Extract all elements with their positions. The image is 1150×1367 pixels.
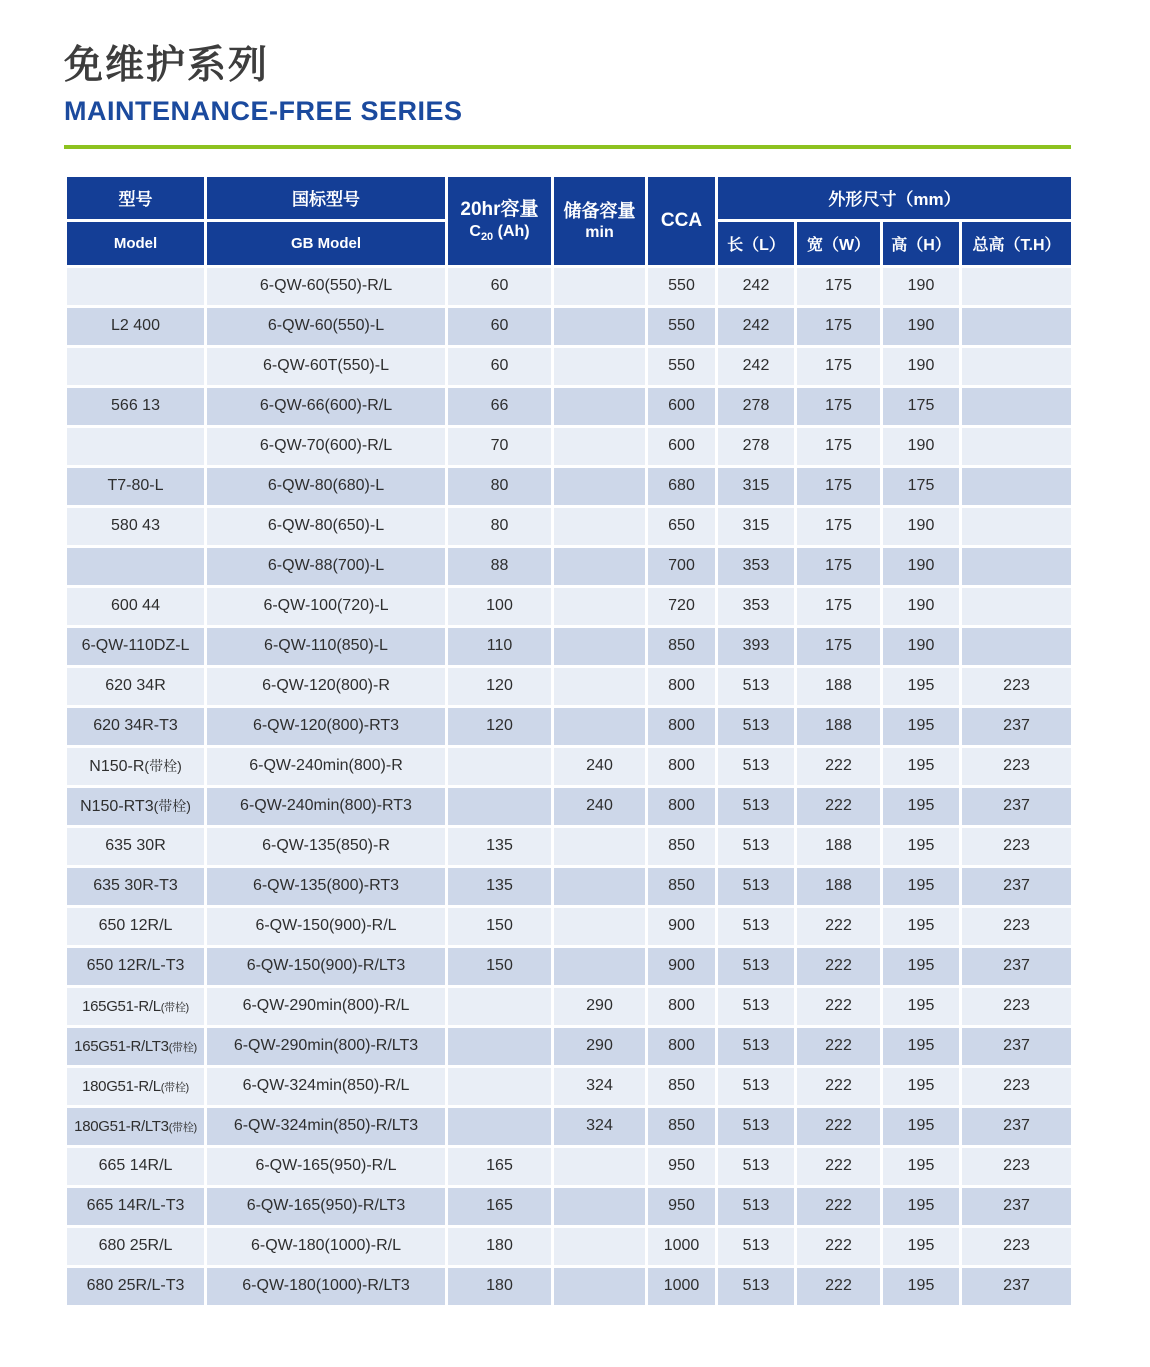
cell-width: 222 <box>796 1106 882 1146</box>
cell-length: 513 <box>717 986 796 1026</box>
header-reserve-capacity <box>553 175 647 266</box>
cell-width: 175 <box>796 506 882 546</box>
cell-reserve-capacity <box>553 826 647 866</box>
table-row <box>66 906 1073 946</box>
cell-gb-model: 6-QW-60T(550)-L <box>206 346 447 386</box>
header-20hr-line2: $C_{20}$ (Ah) <box>469 222 530 243</box>
cell-total-height: 237 <box>961 1186 1073 1226</box>
cell-model: 6-QW-110DZ-L <box>66 626 206 666</box>
model-suffix: (带栓) <box>168 1041 197 1054</box>
cell-model: 165G51-R/LT3(带栓) <box>66 1026 206 1066</box>
cell-reserve-capacity <box>553 426 647 466</box>
cell-model: 180G51-R/LT3(带栓) <box>66 1106 206 1146</box>
cell-20hr-capacity: 60 <box>447 346 553 386</box>
table-row <box>66 1026 1073 1066</box>
cell-total-height: 223 <box>961 1146 1073 1186</box>
cell-model: 620 34R <box>66 666 206 706</box>
cell-width: 222 <box>796 1186 882 1226</box>
cell-length: 393 <box>717 626 796 666</box>
table-row <box>66 1066 1073 1106</box>
cell-width: 222 <box>796 906 882 946</box>
cell-model: 650 12R/L <box>66 906 206 946</box>
cell-total-height <box>961 586 1073 626</box>
cell-cca: 800 <box>647 666 717 706</box>
model-suffix: (带栓) <box>153 798 191 815</box>
cell-reserve-capacity: 290 <box>553 1026 647 1066</box>
cell-reserve-capacity <box>553 506 647 546</box>
cell-reserve-capacity: 290 <box>553 986 647 1026</box>
cell-model <box>66 266 206 306</box>
cell-gb-model: 6-QW-150(900)-R/LT3 <box>206 946 447 986</box>
header-height: 高（H） <box>882 220 961 266</box>
table-row <box>66 946 1073 986</box>
cell-width: 188 <box>796 666 882 706</box>
header-length: 长（L） <box>717 220 796 266</box>
spec-table-body <box>66 266 1073 1306</box>
cell-width: 222 <box>796 1266 882 1306</box>
cell-model: 680 25R/L <box>66 1226 206 1266</box>
cell-height: 195 <box>882 906 961 946</box>
cell-gb-model: 6-QW-135(800)-RT3 <box>206 866 447 906</box>
cell-height: 195 <box>882 666 961 706</box>
cell-20hr-capacity: 120 <box>447 706 553 746</box>
cell-width: 175 <box>796 466 882 506</box>
cell-gb-model: 6-QW-120(800)-R <box>206 666 447 706</box>
cell-gb-model: 6-QW-324min(850)-R/L <box>206 1066 447 1106</box>
cell-reserve-capacity <box>553 346 647 386</box>
cell-length: 513 <box>717 786 796 826</box>
cell-20hr-capacity: 135 <box>447 826 553 866</box>
model-suffix: (带栓) <box>144 758 182 775</box>
cell-total-height: 223 <box>961 666 1073 706</box>
cell-cca: 720 <box>647 586 717 626</box>
cell-20hr-capacity: 120 <box>447 666 553 706</box>
cell-total-height: 237 <box>961 706 1073 746</box>
cell-model: 680 25R/L-T3 <box>66 1266 206 1306</box>
cell-length: 353 <box>717 546 796 586</box>
cell-width: 175 <box>796 626 882 666</box>
cell-cca: 700 <box>647 546 717 586</box>
cell-height: 195 <box>882 826 961 866</box>
cell-cca: 800 <box>647 1026 717 1066</box>
cell-20hr-capacity: 110 <box>447 626 553 666</box>
cell-width: 188 <box>796 866 882 906</box>
cell-model <box>66 346 206 386</box>
cell-reserve-capacity: 324 <box>553 1106 647 1146</box>
cell-reserve-capacity <box>553 666 647 706</box>
cell-gb-model: 6-QW-60(550)-R/L <box>206 266 447 306</box>
cell-reserve-capacity <box>553 266 647 306</box>
table-row <box>66 666 1073 706</box>
cell-reserve-capacity <box>553 866 647 906</box>
cell-model: 600 44 <box>66 586 206 626</box>
spec-table-head <box>66 175 1073 266</box>
cell-cca: 550 <box>647 306 717 346</box>
cell-model: 620 34R-T3 <box>66 706 206 746</box>
cell-model: N150-RT3(带栓) <box>66 786 206 826</box>
table-row <box>66 746 1073 786</box>
cell-model: 635 30R-T3 <box>66 866 206 906</box>
cell-model: 566 13 <box>66 386 206 426</box>
cell-total-height: 237 <box>961 786 1073 826</box>
cell-length: 513 <box>717 1186 796 1226</box>
cell-20hr-capacity <box>447 1106 553 1146</box>
cell-width: 222 <box>796 1026 882 1066</box>
cell-reserve-capacity <box>553 906 647 946</box>
cell-gb-model: 6-QW-180(1000)-R/L <box>206 1226 447 1266</box>
table-row <box>66 1186 1073 1226</box>
cell-total-height: 237 <box>961 1026 1073 1066</box>
cell-20hr-capacity: 165 <box>447 1146 553 1186</box>
cell-reserve-capacity <box>553 626 647 666</box>
cell-gb-model: 6-QW-70(600)-R/L <box>206 426 447 466</box>
cell-length: 513 <box>717 1266 796 1306</box>
cell-model: 665 14R/L-T3 <box>66 1186 206 1226</box>
cell-length: 513 <box>717 1146 796 1186</box>
cell-length: 315 <box>717 466 796 506</box>
cell-height: 175 <box>882 466 961 506</box>
cell-width: 175 <box>796 426 882 466</box>
cell-cca: 900 <box>647 906 717 946</box>
cell-model: N150-R(带栓) <box>66 746 206 786</box>
cell-length: 513 <box>717 1226 796 1266</box>
cell-total-height <box>961 386 1073 426</box>
cell-20hr-capacity: 60 <box>447 306 553 346</box>
cell-reserve-capacity <box>553 1266 647 1306</box>
table-row <box>66 1226 1073 1266</box>
spec-table <box>64 174 1074 1308</box>
cell-length: 513 <box>717 1026 796 1066</box>
header-model-en: Model <box>66 220 206 266</box>
cell-width: 175 <box>796 546 882 586</box>
cell-cca: 650 <box>647 506 717 546</box>
cell-cca: 550 <box>647 346 717 386</box>
cell-20hr-capacity: 180 <box>447 1226 553 1266</box>
cell-length: 242 <box>717 346 796 386</box>
cell-cca: 800 <box>647 786 717 826</box>
cell-reserve-capacity: 324 <box>553 1066 647 1106</box>
header-width: 宽（W） <box>796 220 882 266</box>
cell-width: 222 <box>796 1066 882 1106</box>
cell-gb-model: 6-QW-165(950)-R/L <box>206 1146 447 1186</box>
header-gb-model-en: GB Model <box>206 220 447 266</box>
cell-gb-model: 6-QW-66(600)-R/L <box>206 386 447 426</box>
cell-length: 513 <box>717 666 796 706</box>
model-suffix: (带栓) <box>160 1001 189 1014</box>
cell-length: 315 <box>717 506 796 546</box>
table-row <box>66 866 1073 906</box>
cell-20hr-capacity: 180 <box>447 1266 553 1306</box>
model-suffix: (带栓) <box>168 1121 197 1134</box>
cell-total-height <box>961 466 1073 506</box>
cell-total-height <box>961 626 1073 666</box>
cell-reserve-capacity <box>553 706 647 746</box>
cell-cca: 950 <box>647 1186 717 1226</box>
cell-reserve-capacity <box>553 546 647 586</box>
cell-model: 650 12R/L-T3 <box>66 946 206 986</box>
cell-cca: 900 <box>647 946 717 986</box>
header-gb-model-zh: 国标型号 <box>206 175 447 220</box>
cell-height: 190 <box>882 626 961 666</box>
header-dimensions-group: 外形尺寸（mm） <box>717 175 1073 220</box>
cell-height: 195 <box>882 1026 961 1066</box>
cell-cca: 850 <box>647 826 717 866</box>
cell-length: 513 <box>717 706 796 746</box>
table-row <box>66 426 1073 466</box>
cell-model <box>66 546 206 586</box>
cell-gb-model: 6-QW-80(680)-L <box>206 466 447 506</box>
cell-reserve-capacity: 240 <box>553 786 647 826</box>
cell-length: 242 <box>717 266 796 306</box>
cell-total-height: 237 <box>961 1266 1073 1306</box>
cell-total-height: 223 <box>961 986 1073 1026</box>
cell-height: 195 <box>882 706 961 746</box>
cell-20hr-capacity: 70 <box>447 426 553 466</box>
cell-20hr-capacity: 80 <box>447 466 553 506</box>
cell-20hr-capacity: 88 <box>447 546 553 586</box>
cell-width: 222 <box>796 986 882 1026</box>
cell-length: 242 <box>717 306 796 346</box>
cell-20hr-capacity: 66 <box>447 386 553 426</box>
cell-cca: 850 <box>647 626 717 666</box>
cell-gb-model: 6-QW-88(700)-L <box>206 546 447 586</box>
cell-length: 513 <box>717 1066 796 1106</box>
page-title: 免维护系列 <box>64 44 270 87</box>
cell-height: 175 <box>882 386 961 426</box>
cell-cca: 680 <box>647 466 717 506</box>
cell-width: 175 <box>796 346 882 386</box>
cell-model: 665 14R/L <box>66 1146 206 1186</box>
cell-gb-model: 6-QW-100(720)-L <box>206 586 447 626</box>
cell-20hr-capacity <box>447 786 553 826</box>
cell-cca: 800 <box>647 986 717 1026</box>
cell-reserve-capacity <box>553 306 647 346</box>
header-20hr-capacity <box>447 175 553 266</box>
cell-reserve-capacity <box>553 946 647 986</box>
cell-height: 195 <box>882 1106 961 1146</box>
cell-cca: 550 <box>647 266 717 306</box>
cell-model <box>66 426 206 466</box>
cell-height: 195 <box>882 786 961 826</box>
model-suffix: (带栓) <box>160 1081 189 1094</box>
cell-length: 513 <box>717 946 796 986</box>
table-row <box>66 1106 1073 1146</box>
cell-cca: 800 <box>647 706 717 746</box>
table-row <box>66 346 1073 386</box>
cell-model: T7-80-L <box>66 466 206 506</box>
cell-gb-model: 6-QW-240min(800)-RT3 <box>206 786 447 826</box>
cell-total-height <box>961 506 1073 546</box>
table-row <box>66 1146 1073 1186</box>
header-reserve-line2: min <box>585 223 614 241</box>
cell-length: 513 <box>717 1106 796 1146</box>
cell-20hr-capacity <box>447 746 553 786</box>
cell-total-height <box>961 546 1073 586</box>
cell-reserve-capacity <box>553 386 647 426</box>
cell-length: 513 <box>717 746 796 786</box>
cell-20hr-capacity: 165 <box>447 1186 553 1226</box>
cell-reserve-capacity <box>553 466 647 506</box>
cell-model: L2 400 <box>66 306 206 346</box>
cell-height: 190 <box>882 346 961 386</box>
cell-height: 195 <box>882 946 961 986</box>
cell-height: 195 <box>882 866 961 906</box>
header-model-zh: 型号 <box>66 175 206 220</box>
cell-reserve-capacity: 240 <box>553 746 647 786</box>
cell-model: 580 43 <box>66 506 206 546</box>
cell-model: 635 30R <box>66 826 206 866</box>
cell-height: 190 <box>882 426 961 466</box>
cell-gb-model: 6-QW-290min(800)-R/LT3 <box>206 1026 447 1066</box>
cell-height: 195 <box>882 1146 961 1186</box>
cell-width: 188 <box>796 826 882 866</box>
cell-height: 190 <box>882 306 961 346</box>
cell-gb-model: 6-QW-120(800)-RT3 <box>206 706 447 746</box>
cell-cca: 850 <box>647 1066 717 1106</box>
page-subtitle: MAINTENANCE-FREE SERIES <box>64 95 463 126</box>
cell-cca: 800 <box>647 746 717 786</box>
cell-reserve-capacity <box>553 1146 647 1186</box>
cell-height: 195 <box>882 986 961 1026</box>
cell-cca: 850 <box>647 1106 717 1146</box>
cell-reserve-capacity <box>553 586 647 626</box>
cell-gb-model: 6-QW-165(950)-R/LT3 <box>206 1186 447 1226</box>
cell-gb-model: 6-QW-240min(800)-R <box>206 746 447 786</box>
cell-20hr-capacity: 80 <box>447 506 553 546</box>
cell-gb-model: 6-QW-290min(800)-R/L <box>206 986 447 1026</box>
cell-height: 195 <box>882 1186 961 1226</box>
header-total-height: 总高（T.H） <box>961 220 1073 266</box>
table-row <box>66 626 1073 666</box>
table-row <box>66 586 1073 626</box>
cell-total-height <box>961 426 1073 466</box>
cell-cca: 600 <box>647 386 717 426</box>
table-row <box>66 466 1073 506</box>
cell-height: 190 <box>882 586 961 626</box>
cell-total-height <box>961 266 1073 306</box>
cell-width: 222 <box>796 946 882 986</box>
table-row <box>66 786 1073 826</box>
cell-20hr-capacity <box>447 1066 553 1106</box>
cell-width: 222 <box>796 1226 882 1266</box>
cell-height: 190 <box>882 266 961 306</box>
table-row <box>66 546 1073 586</box>
cell-model: 180G51-R/L(带栓) <box>66 1066 206 1106</box>
cell-gb-model: 6-QW-110(850)-L <box>206 626 447 666</box>
cell-width: 175 <box>796 266 882 306</box>
table-row <box>66 986 1073 1026</box>
cell-reserve-capacity <box>553 1226 647 1266</box>
cell-width: 175 <box>796 586 882 626</box>
cell-20hr-capacity <box>447 986 553 1026</box>
cell-length: 278 <box>717 386 796 426</box>
cell-total-height: 223 <box>961 1066 1073 1106</box>
cell-total-height <box>961 306 1073 346</box>
cell-cca: 1000 <box>647 1266 717 1306</box>
table-row <box>66 706 1073 746</box>
cell-total-height: 237 <box>961 946 1073 986</box>
header-cca: CCA <box>647 175 717 266</box>
cell-total-height: 237 <box>961 866 1073 906</box>
cell-cca: 950 <box>647 1146 717 1186</box>
header-20hr-line1: 20hr容量 <box>460 198 539 220</box>
cell-gb-model: 6-QW-80(650)-L <box>206 506 447 546</box>
cell-20hr-capacity: 100 <box>447 586 553 626</box>
cell-width: 222 <box>796 786 882 826</box>
header-reserve-line1: 储备容量 <box>563 201 636 222</box>
cell-gb-model: 6-QW-60(550)-L <box>206 306 447 346</box>
cell-length: 513 <box>717 826 796 866</box>
cell-height: 195 <box>882 1226 961 1266</box>
cell-cca: 1000 <box>647 1226 717 1266</box>
cell-gb-model: 6-QW-150(900)-R/L <box>206 906 447 946</box>
cell-width: 175 <box>796 306 882 346</box>
cell-20hr-capacity: 60 <box>447 266 553 306</box>
cell-total-height: 237 <box>961 1106 1073 1146</box>
cell-total-height: 223 <box>961 906 1073 946</box>
cell-length: 513 <box>717 866 796 906</box>
cell-20hr-capacity: 150 <box>447 946 553 986</box>
cell-length: 353 <box>717 586 796 626</box>
cell-cca: 850 <box>647 866 717 906</box>
cell-20hr-capacity: 150 <box>447 906 553 946</box>
cell-total-height: 223 <box>961 1226 1073 1266</box>
cell-gb-model: 6-QW-180(1000)-R/LT3 <box>206 1266 447 1306</box>
cell-width: 175 <box>796 386 882 426</box>
table-row <box>66 506 1073 546</box>
cell-height: 195 <box>882 1066 961 1106</box>
cell-length: 513 <box>717 906 796 946</box>
table-row <box>66 266 1073 306</box>
cell-gb-model: 6-QW-324min(850)-R/LT3 <box>206 1106 447 1146</box>
cell-height: 195 <box>882 1266 961 1306</box>
cell-total-height <box>961 346 1073 386</box>
cell-height: 195 <box>882 746 961 786</box>
cell-total-height: 223 <box>961 746 1073 786</box>
table-row <box>66 386 1073 426</box>
cell-20hr-capacity: 135 <box>447 866 553 906</box>
cell-model: 165G51-R/L(带栓) <box>66 986 206 1026</box>
cell-width: 222 <box>796 1146 882 1186</box>
cell-cca: 600 <box>647 426 717 466</box>
cell-20hr-capacity <box>447 1026 553 1066</box>
table-row <box>66 826 1073 866</box>
cell-height: 190 <box>882 546 961 586</box>
accent-divider <box>64 145 1071 149</box>
table-row <box>66 1266 1073 1306</box>
table-row <box>66 306 1073 346</box>
cell-width: 188 <box>796 706 882 746</box>
cell-length: 278 <box>717 426 796 466</box>
cell-width: 222 <box>796 746 882 786</box>
cell-total-height: 223 <box>961 826 1073 866</box>
cell-reserve-capacity <box>553 1186 647 1226</box>
cell-height: 190 <box>882 506 961 546</box>
cell-gb-model: 6-QW-135(850)-R <box>206 826 447 866</box>
